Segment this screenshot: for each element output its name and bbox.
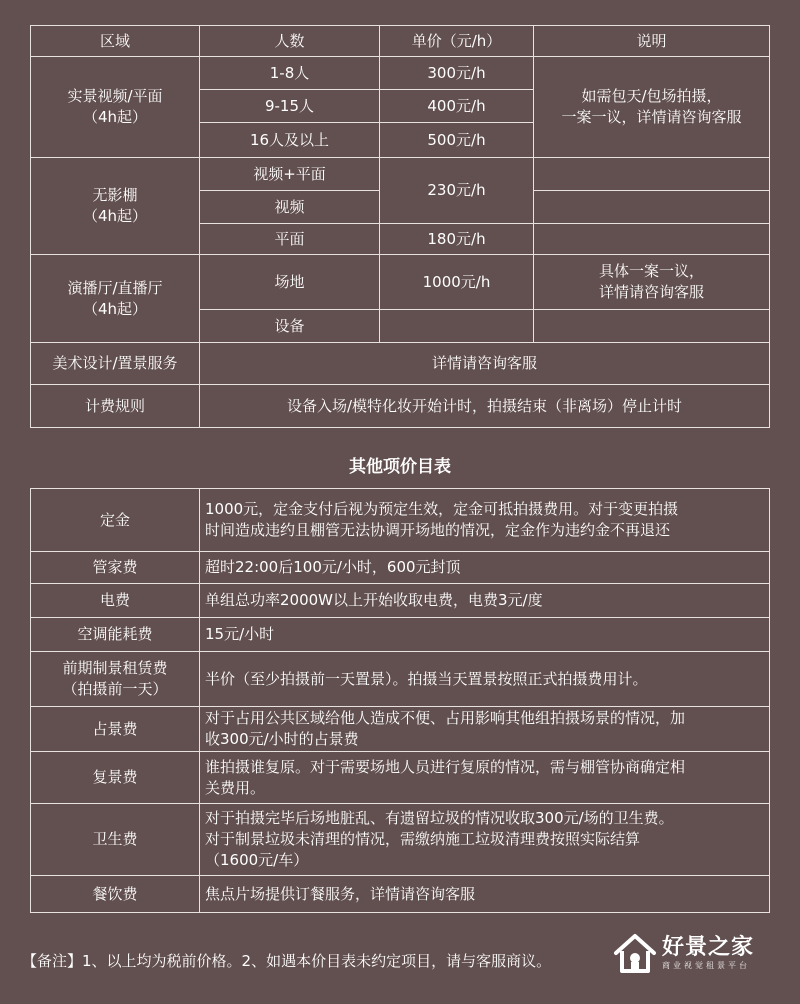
fee-description [200,707,770,752]
empty-note-cell [534,191,770,224]
fee-description-line: 15元/小时 [205,625,275,643]
fee-row [31,552,770,584]
fee-description-line: 单组总功率2000W以上开始收取电费，电费3元/度 [205,591,543,609]
fee-description-line: 对于拍摄完毕后场地脏乱、有遗留垃圾的情况收取300元/场的卫生费。 [205,809,674,827]
fee-description-line: 对于占用公共区域给他人造成不便、占用影响其他组拍摄场景的情况，加 [205,709,686,727]
fee-description [200,489,770,552]
fee-row [31,618,770,652]
price-cell: 180元/h [380,224,534,255]
art-value: 详情请咨询客服 [200,343,770,385]
fee-label-line: 复景费 [92,768,138,786]
fee-label-line: 电费 [99,591,130,609]
area-name: 实景视频/平面 [67,87,163,105]
fee-label [31,552,200,584]
watermark-name: 好景之家 [662,935,755,960]
empty-note-cell [534,224,770,255]
fee-description-line: 焦点片场提供订餐服务，详情请咨询客服 [205,884,476,903]
fee-description-line: 谁拍摄谁复原。对于需要场地人员进行复原的情况，需与棚管协商确定相 [205,757,686,776]
price-cell: 300元/h [380,57,534,90]
fee-label-line: 卫生费 [92,830,138,848]
fee-description-line: 关费用。 [205,778,266,797]
table-row [31,57,770,90]
fee-description [200,618,770,652]
fee-label [31,876,200,913]
fee-description [200,752,770,804]
watermark-logo [612,930,792,976]
fee-description-line: 1000元，定金支付后视为预定生效，定金可抵拍摄费用。对于变更拍摄 [205,500,679,518]
fee-label [31,584,200,618]
fee-label [31,652,200,707]
price-cell: 500元/h [380,123,534,158]
note-line: 详情请咨询客服 [598,283,704,301]
empty-price-cell [380,310,534,343]
realscene-note [534,57,770,158]
fee-row [31,707,770,752]
area-min-hours: （4h起） [82,299,148,318]
people-cell: 设备 [200,310,380,343]
fee-description-line: （1600元/车） [205,851,309,869]
fee-label [31,752,200,804]
fee-row [31,752,770,804]
other-fees-table [30,488,770,913]
note-line: 如需包天/包场拍摄， [581,87,722,105]
area-min-hours: （4h起） [82,207,148,225]
billing-value: 设备入场/模特化妆开始计时，拍摄结束（非离场）停止计时 [200,385,770,428]
empty-note-cell [534,158,770,191]
people-cell: 16人及以上 [200,123,380,158]
billing-label: 计费规则 [31,385,200,428]
fee-label [31,707,200,752]
footnote: 【备注】1、以上均为税前价格。2、如遇本价目表未约定项目，请与客服商议。 [22,952,552,970]
table-row [31,385,770,428]
fee-description [200,552,770,584]
people-cell: 9-15人 [200,90,380,123]
fee-description-line: 时间造成违约且棚管无法协调开场地的情况，定金作为违约金不再退还 [205,521,671,539]
people-cell: 场地 [200,255,380,310]
fee-row [31,584,770,618]
fee-row [31,652,770,707]
fee-description [200,584,770,618]
watermark-text [662,935,754,971]
fee-label-line: 定金 [99,510,130,529]
people-cell: 视频 [200,191,380,224]
area-min-hours: （4h起） [82,108,148,126]
fee-description-line: 对于制景垃圾未清理的情况，需缴纳施工垃圾清理费按照实际结算 [205,830,641,848]
fee-label-line: （拍摄前一天） [62,680,168,698]
area-name: 演播厅/直播厅 [67,278,163,297]
fee-label [31,618,200,652]
fee-label-line: 管家费 [92,558,138,576]
price-cell: 400元/h [380,90,534,123]
fee-row [31,876,770,913]
area-name: 无影棚 [92,186,138,204]
price-table [30,25,770,428]
art-label: 美术设计/置景服务 [31,343,200,385]
price-cell: 1000元/h [380,255,534,310]
fee-description-line: 收300元/小时的占景费 [205,730,359,748]
watermark-subtitle: 商业视觉租景平台 [662,961,750,970]
fee-row [31,804,770,876]
fee-description [200,804,770,876]
header-price: 单价（元/h） [380,26,534,57]
price-cell: 230元/h [380,158,534,224]
other-table-title: 其他项价目表 [349,457,451,477]
empty-note-cell [534,310,770,343]
studio-note [534,255,770,310]
fee-label-line: 餐饮费 [92,884,138,903]
area-cyclorama [31,158,200,255]
people-cell: 视频+平面 [200,158,380,191]
fee-label-line: 前期制景租赁费 [62,659,168,677]
fee-description-line: 半价（至少拍摄前一天置景）。拍摄当天置景按照正式拍摄费用计。 [205,669,648,688]
area-realscene [31,57,200,158]
house-icon [612,931,658,975]
header-row [31,26,770,57]
fee-label [31,489,200,552]
table-row [31,255,770,310]
fee-label [31,804,200,876]
note-line: 具体一案一议， [598,262,704,280]
header-note: 说明 [534,26,770,57]
note-line: 一案一议，详情请咨询客服 [561,108,742,126]
fee-row [31,489,770,552]
fee-description-line: 超时22:00后100元/小时，600元封顶 [205,558,461,576]
table-row [31,158,770,191]
fee-description [200,652,770,707]
people-cell: 平面 [200,224,380,255]
header-area: 区域 [31,26,200,57]
fee-description [200,876,770,913]
header-people: 人数 [200,26,380,57]
area-studio [31,255,200,343]
people-cell: 1-8人 [200,57,380,90]
fee-label-line: 空调能耗费 [77,625,153,643]
fee-label-line: 占景费 [92,719,138,738]
table-row [31,343,770,385]
